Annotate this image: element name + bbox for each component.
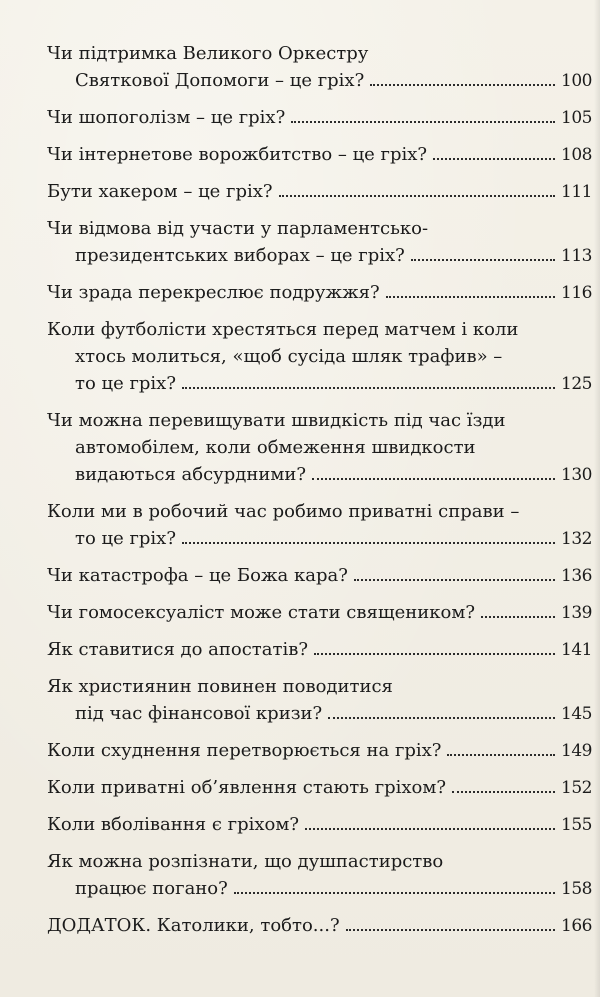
- toc-page-number: 145: [561, 704, 592, 724]
- dot-leader: [386, 295, 555, 298]
- toc-page-number: 116: [561, 283, 592, 303]
- toc-entry-title: Чи гомосексуаліст може стати священиком?: [47, 602, 475, 623]
- dot-leader: [314, 652, 555, 655]
- toc-entry-line: хтось молиться, «щоб сусіда шляк трафив» –: [75, 346, 503, 367]
- table-of-contents: [47, 40, 592, 949]
- toc-entry-title: ДОДАТОК. Католики, тобто...?: [47, 915, 340, 936]
- dot-leader: [411, 258, 555, 261]
- toc-entry-last-line: [47, 562, 592, 590]
- dot-leader: [346, 928, 555, 931]
- toc-entry-line: Коли футболісти хрестяться перед матчем і коли: [47, 319, 519, 340]
- toc-entry-line: Чи підтримка Великого Оркестру: [47, 43, 369, 64]
- toc-entry: [47, 737, 592, 765]
- dot-leader: [370, 83, 555, 86]
- toc-page-number: 111: [561, 182, 592, 202]
- toc-entry-line: Чи відмова від участи у парламентсько-: [47, 218, 429, 239]
- toc-entry-line: Як можна розпізнати, що душпастирство: [47, 851, 444, 872]
- toc-entry-title: Коли приватні об’явлення стають гріхом?: [47, 777, 447, 798]
- dot-leader: [305, 827, 555, 830]
- toc-page-number: 139: [561, 603, 592, 623]
- toc-entry: [47, 774, 592, 802]
- toc-entry: [47, 636, 592, 664]
- toc-entry: [47, 178, 592, 206]
- dot-leader: [279, 194, 556, 197]
- toc-page-number: 130: [561, 465, 592, 485]
- toc-entry-last-line: [47, 104, 592, 132]
- toc-entry-last-line: [47, 370, 592, 398]
- toc-entry-last-line: [47, 875, 592, 903]
- toc-entry-title: під час фінансової кризи?: [75, 703, 323, 724]
- toc-entry: [47, 498, 592, 553]
- toc-page-number: 113: [561, 246, 592, 266]
- toc-page-number: 100: [561, 71, 592, 91]
- toc-page-number: 136: [561, 566, 592, 586]
- toc-page-number: 125: [561, 374, 592, 394]
- toc-entry-title: Чи інтернетове ворожбитство – це гріх?: [47, 144, 428, 165]
- toc-entry: [47, 811, 592, 839]
- toc-page-number: 141: [561, 640, 592, 660]
- toc-entry-last-line: [47, 700, 592, 728]
- dot-leader: [182, 541, 555, 544]
- toc-entry: [47, 562, 592, 590]
- toc-entry: [47, 599, 592, 627]
- dot-leader: [452, 790, 555, 793]
- toc-entry-title: Як ставитися до апостатів?: [47, 639, 308, 660]
- toc-entry-last-line: [47, 178, 592, 206]
- toc-entry: [47, 912, 592, 940]
- dot-leader: [312, 477, 555, 480]
- toc-entry-title: Чи катастрофа – це Божа кара?: [47, 565, 348, 586]
- toc-entry-title: Чи шопоголізм – це гріх?: [47, 107, 286, 128]
- toc-entry: [47, 141, 592, 169]
- toc-entry-title: працює погано?: [75, 878, 228, 899]
- toc-entry-last-line: [47, 141, 592, 169]
- dot-leader: [354, 578, 555, 581]
- dot-leader: [481, 615, 555, 618]
- toc-entry-title: Коли схуднення перетворюється на гріх?: [47, 740, 442, 761]
- toc-entry-title: то це гріх?: [75, 528, 176, 549]
- toc-page-number: 166: [561, 916, 592, 936]
- toc-entry-line: Чи можна перевищувати швидкість під час їзди: [47, 410, 506, 431]
- toc-entry-title: Чи зрада перекреслює подружжя?: [47, 282, 380, 303]
- toc-entry: [47, 40, 592, 95]
- toc-entry: [47, 848, 592, 903]
- dot-leader: [291, 120, 555, 123]
- toc-entry-last-line: [47, 599, 592, 627]
- toc-page-number: 105: [561, 108, 592, 128]
- toc-entry-last-line: [47, 811, 592, 839]
- toc-entry-last-line: [47, 67, 592, 95]
- toc-entry-title: то це гріх?: [75, 373, 176, 394]
- dot-leader: [328, 716, 555, 719]
- toc-entry: [47, 215, 592, 270]
- dot-leader: [234, 891, 555, 894]
- toc-entry-last-line: [47, 242, 592, 270]
- toc-entry-line: Коли ми в робочий час робимо приватні справи –: [47, 501, 520, 522]
- toc-entry: [47, 104, 592, 132]
- toc-entry-title: Бути хакером – це гріх?: [47, 181, 273, 202]
- toc-entry: [47, 673, 592, 728]
- toc-entry-last-line: [47, 636, 592, 664]
- toc-page-number: 158: [561, 879, 592, 899]
- toc-entry-title: видаються абсурдними?: [75, 464, 307, 485]
- toc-entry-title: Коли вболівання є гріхом?: [47, 814, 300, 835]
- toc-page-number: 152: [561, 778, 592, 798]
- toc-entry-title: Святкової Допомоги – це гріх?: [75, 70, 365, 91]
- toc-page-number: 155: [561, 815, 592, 835]
- toc-entry-last-line: [47, 774, 592, 802]
- toc-entry-title: президентських виборах – це гріх?: [75, 245, 405, 266]
- toc-entry-line: автомобілем, коли обмеження швидкости: [75, 437, 476, 458]
- dot-leader: [447, 753, 555, 756]
- dot-leader: [433, 157, 555, 160]
- toc-entry-last-line: [47, 461, 592, 489]
- toc-page-number: 108: [561, 145, 592, 165]
- page-edge-shadow: [594, 0, 600, 997]
- toc-entry: [47, 279, 592, 307]
- toc-entry: [47, 407, 592, 489]
- dot-leader: [182, 386, 555, 389]
- toc-entry-last-line: [47, 279, 592, 307]
- toc-entry-last-line: [47, 912, 592, 940]
- toc-entry-line: Як християнин повинен поводитися: [47, 676, 393, 697]
- toc-entry-last-line: [47, 525, 592, 553]
- toc-page-number: 132: [561, 529, 592, 549]
- toc-entry-last-line: [47, 737, 592, 765]
- toc-entry: [47, 316, 592, 398]
- toc-page-number: 149: [561, 741, 592, 761]
